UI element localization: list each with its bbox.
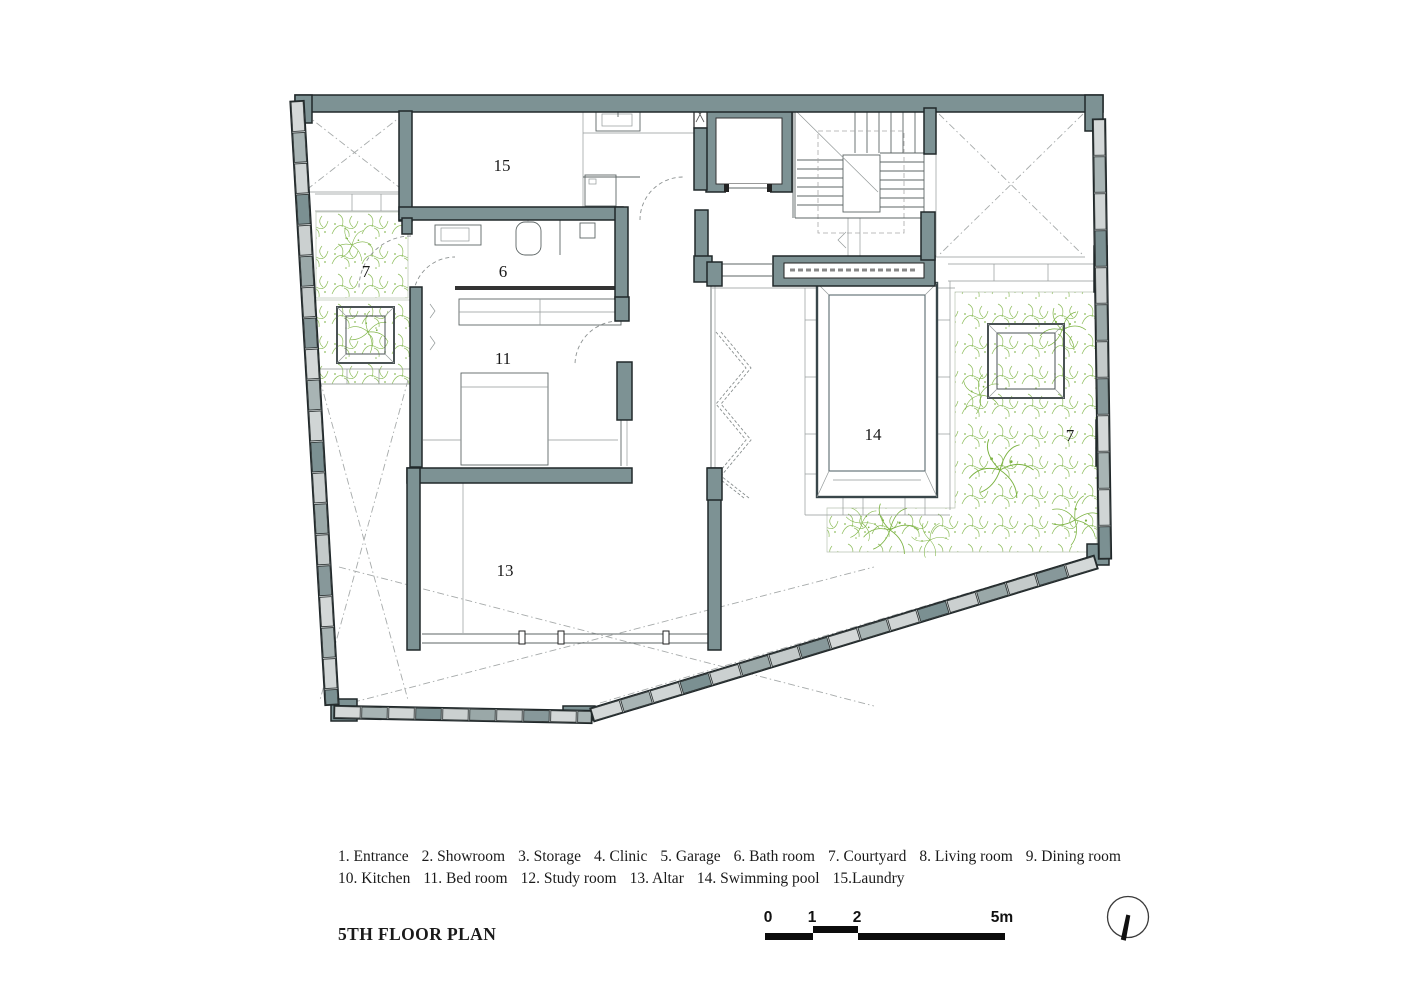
staircase — [793, 111, 924, 256]
legend — [338, 846, 1178, 889]
legend-item: 1. Entrance — [338, 848, 409, 865]
legend-item: 9. Dining room — [1025, 848, 1121, 865]
legend-row-2 — [338, 868, 1178, 890]
room-label-courtyard-left: 7 — [361, 262, 371, 281]
room-label-courtyard-right: 7 — [1065, 426, 1075, 445]
elevator — [694, 103, 792, 193]
legend-item: 2. Showroom — [421, 848, 506, 865]
page-title: 5TH FLOOR PLAN — [338, 924, 497, 944]
legend-item: 3. Storage — [518, 848, 581, 865]
room-label-bedroom: 11 — [494, 349, 512, 368]
scale-bar — [764, 909, 1014, 940]
room-label-bathroom: 6 — [498, 262, 508, 281]
legend-item: 7. Courtyard — [828, 848, 907, 865]
legend-item: 12. Study room — [520, 869, 617, 887]
legend-row-1 — [338, 846, 1178, 868]
scale-label-1: 1 — [807, 909, 817, 926]
room-label-pool: 14 — [864, 425, 882, 444]
room-label-altar: 13 — [496, 561, 514, 580]
legend-item: 8. Living room — [919, 848, 1013, 865]
scale-label-5m: 5m — [990, 909, 1014, 926]
scale-label-2: 2 — [852, 909, 862, 926]
legend-item: 5. Garage — [660, 848, 721, 865]
legend-item: 10. Kitchen — [338, 869, 411, 887]
legend-item: 14. Swimming pool — [696, 869, 820, 887]
scale-label-0: 0 — [763, 909, 773, 926]
legend-item: 11. Bed room — [423, 869, 508, 887]
legend-item: 4. Clinic — [593, 848, 648, 865]
legend-item: 15.Laundry — [832, 869, 905, 887]
legend-item: 6. Bath room — [733, 848, 815, 865]
swimming-pool — [817, 283, 937, 497]
room-label-laundry: 15 — [493, 156, 511, 175]
legend-item: 13. Altar — [629, 869, 684, 887]
north-arrow-icon — [1108, 897, 1149, 941]
